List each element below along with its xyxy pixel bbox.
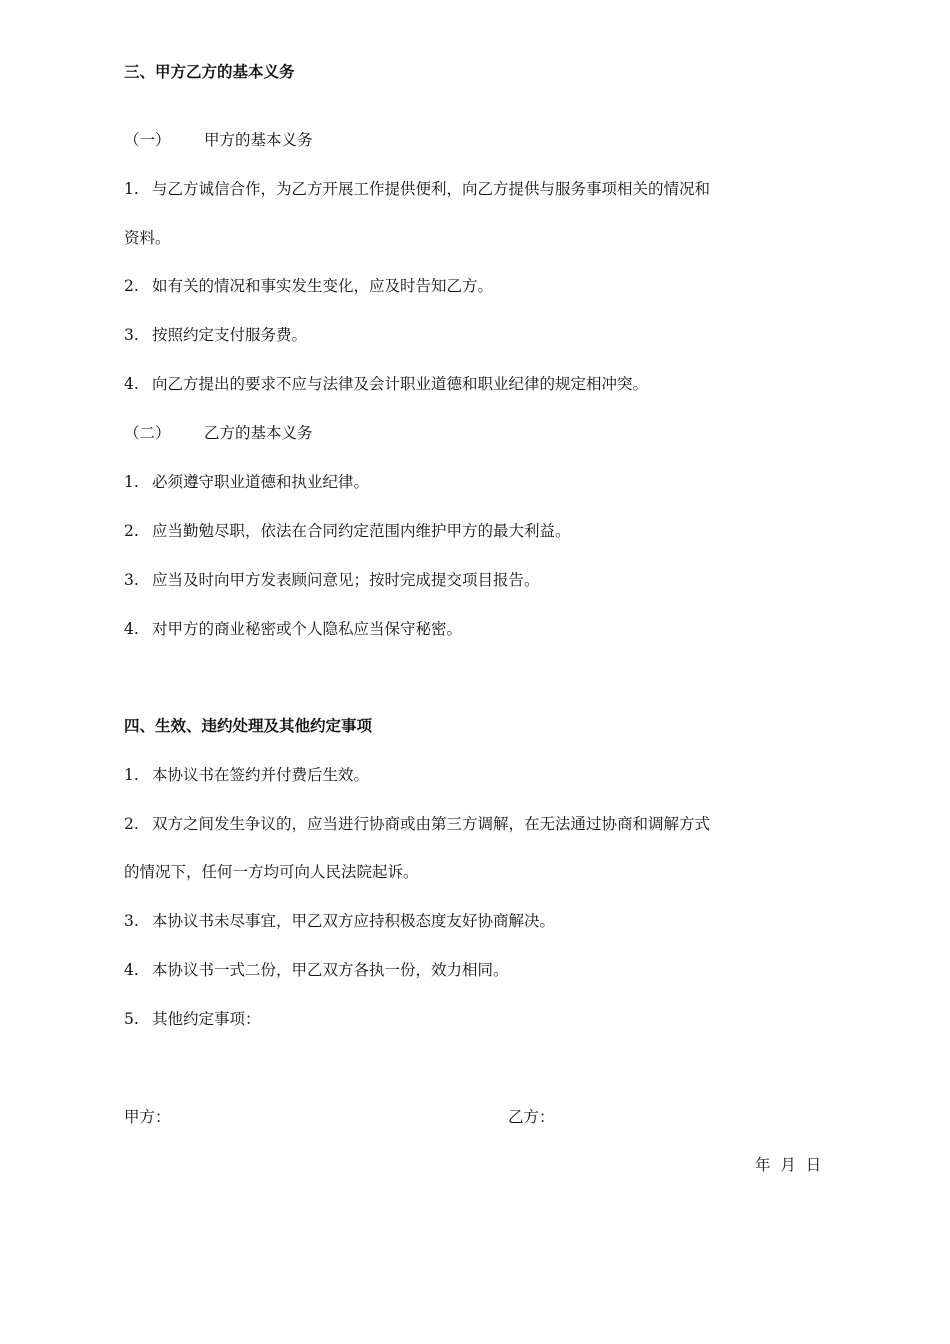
list-item xyxy=(124,765,369,785)
list-item xyxy=(124,276,493,296)
list-item-number: 1. xyxy=(124,766,139,784)
list-item xyxy=(124,472,369,492)
list-item xyxy=(124,325,307,345)
list-item-text: 本协议书未尽事宜，甲乙双方应持积极态度友好协商解决。 xyxy=(152,912,556,930)
list-item xyxy=(124,521,571,541)
list-item-text: 其他约定事项： xyxy=(152,1010,261,1028)
list-item-text: 应当勤勉尽职，依法在合同约定范围内维护甲方的最大利益。 xyxy=(152,522,571,540)
list-item-number: 1. xyxy=(124,180,139,198)
list-item-text: 与乙方诚信合作，为乙方开展工作提供便利，向乙方提供与服务事项相关的情况和 xyxy=(152,180,711,198)
list-item-text: 按照约定支付服务费。 xyxy=(152,326,308,344)
list-item-text: 必须遵守职业道德和执业纪律。 xyxy=(152,473,370,491)
subsection-1-heading xyxy=(124,130,313,150)
subsection-2-title: 乙方的基本义务 xyxy=(204,424,313,442)
section-4-heading: 四、生效、违约处理及其他约定事项 xyxy=(124,717,373,735)
list-item xyxy=(124,619,462,639)
list-item-text: 本协议书一式二份，甲乙双方各执一份，效力相同。 xyxy=(152,961,509,979)
list-item-number: 2. xyxy=(124,277,139,295)
list-item-text: 对甲方的商业秘密或个人隐私应当保守秘密。 xyxy=(152,620,463,638)
list-item-text: 本协议书在签约并付费后生效。 xyxy=(152,766,370,784)
list-item-number: 2. xyxy=(124,522,139,540)
list-item-continuation: 资料。 xyxy=(124,229,171,247)
list-item-number: 4. xyxy=(124,375,139,393)
list-item-number: 3. xyxy=(124,912,139,930)
list-item xyxy=(124,911,555,931)
list-item xyxy=(124,374,648,394)
list-item-number: 2. xyxy=(124,815,139,833)
list-item-text: 双方之间发生争议的，应当进行协商或由第三方调解，在无法通过协商和调解方式 xyxy=(152,815,711,833)
list-item-text: 如有关的情况和事实发生变化，应及时告知乙方。 xyxy=(152,277,494,295)
list-item-continuation: 的情况下，任何一方均可向人民法院起诉。 xyxy=(124,863,419,881)
section-3-heading: 三、甲方乙方的基本义务 xyxy=(124,63,295,81)
signature-party-b: 乙方： xyxy=(508,1108,555,1126)
signature-party-a: 甲方： xyxy=(124,1108,171,1126)
list-item-number: 5. xyxy=(124,1010,139,1028)
list-item-number: 3. xyxy=(124,571,139,589)
list-item xyxy=(124,960,509,980)
signature-date: 年 月 日 xyxy=(755,1156,822,1174)
list-item xyxy=(124,814,710,834)
subsection-1-title: 甲方的基本义务 xyxy=(204,131,313,149)
list-item xyxy=(124,179,710,199)
subsection-2-number: （二） xyxy=(124,424,171,442)
list-item-number: 4. xyxy=(124,961,139,979)
list-item xyxy=(124,570,540,590)
subsection-2-heading xyxy=(124,423,313,443)
list-item-number: 4. xyxy=(124,620,139,638)
subsection-1-number: （一） xyxy=(124,131,171,149)
list-item-number: 3. xyxy=(124,326,139,344)
list-item-text: 向乙方提出的要求不应与法律及会计职业道德和职业纪律的规定相冲突。 xyxy=(152,375,649,393)
list-item-number: 1. xyxy=(124,473,139,491)
list-item xyxy=(124,1009,261,1029)
list-item-text: 应当及时向甲方发表顾问意见；按时完成提交项目报告。 xyxy=(152,571,540,589)
